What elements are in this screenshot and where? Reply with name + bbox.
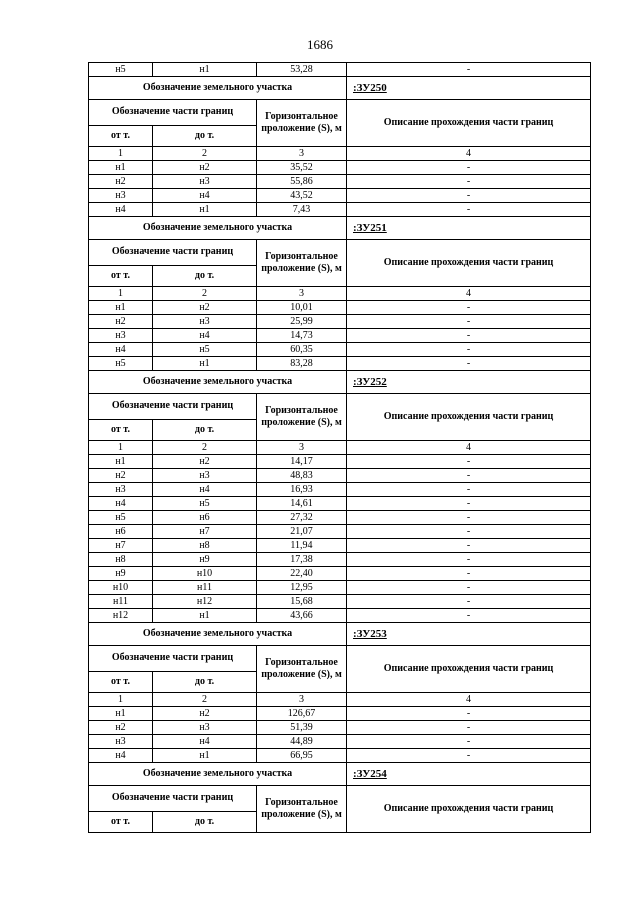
table-row xyxy=(89,161,591,175)
description-cell: - xyxy=(347,553,591,567)
table-row xyxy=(89,553,591,567)
to-point-cell: н4 xyxy=(153,735,257,749)
from-point-cell: н2 xyxy=(89,721,153,735)
table-row xyxy=(89,189,591,203)
description-header: Описание прохождения части границ xyxy=(347,786,591,833)
zone-value: :ЗУ253 xyxy=(347,623,591,646)
from-point-header: от т. xyxy=(89,811,153,832)
from-point-cell: н5 xyxy=(89,63,153,77)
horizontal-distance-header: Горизонтальное проложение (S), м xyxy=(257,240,347,287)
part-header: Обозначение части границ xyxy=(89,100,257,126)
to-point-cell: 2 xyxy=(153,147,257,161)
horizontal-distance-header: Горизонтальное проложение (S), м xyxy=(257,394,347,441)
zone-label: Обозначение земельного участка xyxy=(89,371,347,394)
column-number-row xyxy=(89,147,591,161)
distance-cell: 10,01 xyxy=(257,301,347,315)
distance-cell: 51,39 xyxy=(257,721,347,735)
from-point-cell: н2 xyxy=(89,469,153,483)
distance-cell: 60,35 xyxy=(257,343,347,357)
description-cell: - xyxy=(347,525,591,539)
description-cell: - xyxy=(347,455,591,469)
header-row xyxy=(89,394,591,420)
description-cell: - xyxy=(347,315,591,329)
description-cell: - xyxy=(347,511,591,525)
distance-cell: 11,94 xyxy=(257,539,347,553)
distance-cell: 21,07 xyxy=(257,525,347,539)
description-cell: - xyxy=(347,707,591,721)
column-number-row xyxy=(89,287,591,301)
to-point-cell: н2 xyxy=(153,455,257,469)
to-point-header: до т. xyxy=(153,265,257,286)
distance-cell: 43,66 xyxy=(257,609,347,623)
from-point-cell: 1 xyxy=(89,147,153,161)
from-point-header: от т. xyxy=(89,671,153,692)
description-cell: - xyxy=(347,721,591,735)
description-cell: - xyxy=(347,189,591,203)
part-header: Обозначение части границ xyxy=(89,646,257,672)
distance-cell: 14,61 xyxy=(257,497,347,511)
description-cell: 4 xyxy=(347,693,591,707)
from-point-cell: н3 xyxy=(89,329,153,343)
to-point-cell: 2 xyxy=(153,287,257,301)
distance-cell: 22,40 xyxy=(257,567,347,581)
to-point-cell: н1 xyxy=(153,749,257,763)
description-cell: 4 xyxy=(347,287,591,301)
distance-cell: 16,93 xyxy=(257,483,347,497)
to-point-cell: н1 xyxy=(153,203,257,217)
from-point-cell: н4 xyxy=(89,343,153,357)
to-point-cell: 2 xyxy=(153,693,257,707)
description-cell: - xyxy=(347,357,591,371)
description-cell: - xyxy=(347,539,591,553)
zone-row xyxy=(89,763,591,786)
zone-value: :ЗУ250 xyxy=(347,77,591,100)
distance-cell: 3 xyxy=(257,693,347,707)
from-point-cell: н3 xyxy=(89,483,153,497)
description-cell: - xyxy=(347,595,591,609)
distance-cell: 53,28 xyxy=(257,63,347,77)
description-cell: - xyxy=(347,483,591,497)
from-point-cell: н5 xyxy=(89,511,153,525)
to-point-cell: н4 xyxy=(153,189,257,203)
table-row xyxy=(89,721,591,735)
header-row xyxy=(89,240,591,266)
table-row xyxy=(89,315,591,329)
from-point-cell: 1 xyxy=(89,441,153,455)
description-cell: - xyxy=(347,343,591,357)
distance-cell: 3 xyxy=(257,147,347,161)
to-point-cell: н12 xyxy=(153,595,257,609)
to-point-cell: н6 xyxy=(153,511,257,525)
from-point-cell: 1 xyxy=(89,287,153,301)
to-point-header: до т. xyxy=(153,419,257,440)
horizontal-distance-header: Горизонтальное проложение (S), м xyxy=(257,646,347,693)
column-number-row xyxy=(89,441,591,455)
description-cell: 4 xyxy=(347,147,591,161)
table-row xyxy=(89,203,591,217)
zone-label: Обозначение земельного участка xyxy=(89,77,347,100)
distance-cell: 83,28 xyxy=(257,357,347,371)
description-cell: - xyxy=(347,161,591,175)
from-point-cell: н4 xyxy=(89,497,153,511)
boundary-table xyxy=(88,62,591,833)
zone-label: Обозначение земельного участка xyxy=(89,623,347,646)
distance-cell: 14,17 xyxy=(257,455,347,469)
to-point-cell: н5 xyxy=(153,343,257,357)
from-point-header: от т. xyxy=(89,265,153,286)
zone-value: :ЗУ252 xyxy=(347,371,591,394)
part-header: Обозначение части границ xyxy=(89,394,257,420)
to-point-header: до т. xyxy=(153,671,257,692)
to-point-cell: н8 xyxy=(153,539,257,553)
distance-cell: 17,38 xyxy=(257,553,347,567)
table-row xyxy=(89,707,591,721)
description-header: Описание прохождения части границ xyxy=(347,394,591,441)
from-point-cell: н1 xyxy=(89,707,153,721)
description-cell: - xyxy=(347,329,591,343)
from-point-cell: н3 xyxy=(89,735,153,749)
to-point-cell: н4 xyxy=(153,483,257,497)
from-point-cell: н12 xyxy=(89,609,153,623)
zone-row xyxy=(89,371,591,394)
distance-cell: 44,89 xyxy=(257,735,347,749)
distance-cell: 126,67 xyxy=(257,707,347,721)
boundary-table-sheet xyxy=(88,62,590,833)
from-point-cell: н1 xyxy=(89,301,153,315)
zone-value: :ЗУ251 xyxy=(347,217,591,240)
to-point-cell: н3 xyxy=(153,721,257,735)
table-row xyxy=(89,301,591,315)
distance-cell: 35,52 xyxy=(257,161,347,175)
description-cell: - xyxy=(347,609,591,623)
from-point-cell: н4 xyxy=(89,749,153,763)
table-row xyxy=(89,525,591,539)
part-header: Обозначение части границ xyxy=(89,240,257,266)
table-row xyxy=(89,455,591,469)
header-row xyxy=(89,100,591,126)
from-point-cell: н2 xyxy=(89,175,153,189)
from-point-cell: н7 xyxy=(89,539,153,553)
to-point-cell: н4 xyxy=(153,329,257,343)
distance-cell: 12,95 xyxy=(257,581,347,595)
description-cell: 4 xyxy=(347,441,591,455)
description-cell: - xyxy=(347,749,591,763)
distance-cell: 25,99 xyxy=(257,315,347,329)
distance-cell: 14,73 xyxy=(257,329,347,343)
zone-row xyxy=(89,217,591,240)
distance-cell: 55,86 xyxy=(257,175,347,189)
table-row xyxy=(89,329,591,343)
from-point-cell: н11 xyxy=(89,595,153,609)
table-row xyxy=(89,357,591,371)
to-point-cell: н7 xyxy=(153,525,257,539)
zone-row xyxy=(89,623,591,646)
table-row xyxy=(89,595,591,609)
description-cell: - xyxy=(347,469,591,483)
table-row xyxy=(89,567,591,581)
distance-cell: 66,95 xyxy=(257,749,347,763)
to-point-header: до т. xyxy=(153,811,257,832)
part-header: Обозначение части границ xyxy=(89,786,257,812)
to-point-cell: н1 xyxy=(153,609,257,623)
to-point-cell: н3 xyxy=(153,315,257,329)
zone-row xyxy=(89,77,591,100)
description-cell: - xyxy=(347,63,591,77)
to-point-cell: н5 xyxy=(153,497,257,511)
distance-cell: 43,52 xyxy=(257,189,347,203)
description-header: Описание прохождения части границ xyxy=(347,100,591,147)
from-point-cell: н1 xyxy=(89,161,153,175)
description-header: Описание прохождения части границ xyxy=(347,240,591,287)
to-point-header: до т. xyxy=(153,125,257,146)
horizontal-distance-header: Горизонтальное проложение (S), м xyxy=(257,100,347,147)
to-point-cell: н11 xyxy=(153,581,257,595)
table-row xyxy=(89,175,591,189)
from-point-cell: н9 xyxy=(89,567,153,581)
to-point-cell: н1 xyxy=(153,63,257,77)
description-cell: - xyxy=(347,497,591,511)
from-point-cell: н6 xyxy=(89,525,153,539)
from-point-cell: н1 xyxy=(89,455,153,469)
distance-cell: 7,43 xyxy=(257,203,347,217)
description-cell: - xyxy=(347,567,591,581)
from-point-cell: 1 xyxy=(89,693,153,707)
table-row xyxy=(89,735,591,749)
to-point-cell: н10 xyxy=(153,567,257,581)
table-row xyxy=(89,581,591,595)
to-point-cell: н2 xyxy=(153,707,257,721)
distance-cell: 27,32 xyxy=(257,511,347,525)
distance-cell: 15,68 xyxy=(257,595,347,609)
table-row xyxy=(89,749,591,763)
from-point-cell: н8 xyxy=(89,553,153,567)
description-header: Описание прохождения части границ xyxy=(347,646,591,693)
table-row xyxy=(89,343,591,357)
from-point-cell: н3 xyxy=(89,189,153,203)
zone-value: :ЗУ254 xyxy=(347,763,591,786)
from-point-cell: н10 xyxy=(89,581,153,595)
description-cell: - xyxy=(347,581,591,595)
to-point-cell: н2 xyxy=(153,301,257,315)
to-point-cell: 2 xyxy=(153,441,257,455)
description-cell: - xyxy=(347,203,591,217)
to-point-cell: н3 xyxy=(153,175,257,189)
table-row xyxy=(89,609,591,623)
from-point-cell: н4 xyxy=(89,203,153,217)
description-cell: - xyxy=(347,175,591,189)
description-cell: - xyxy=(347,301,591,315)
table-row xyxy=(89,483,591,497)
to-point-cell: н3 xyxy=(153,469,257,483)
from-point-header: от т. xyxy=(89,419,153,440)
to-point-cell: н9 xyxy=(153,553,257,567)
horizontal-distance-header: Горизонтальное проложение (S), м xyxy=(257,786,347,833)
description-cell: - xyxy=(347,735,591,749)
from-point-cell: н2 xyxy=(89,315,153,329)
distance-cell: 3 xyxy=(257,287,347,301)
table-row xyxy=(89,469,591,483)
table-row xyxy=(89,497,591,511)
page-number: 1686 xyxy=(307,37,333,52)
header-row xyxy=(89,646,591,672)
from-point-cell: н5 xyxy=(89,357,153,371)
distance-cell: 48,83 xyxy=(257,469,347,483)
to-point-cell: н2 xyxy=(153,161,257,175)
zone-label: Обозначение земельного участка xyxy=(89,217,347,240)
from-point-header: от т. xyxy=(89,125,153,146)
zone-label: Обозначение земельного участка xyxy=(89,763,347,786)
table-row xyxy=(89,539,591,553)
distance-cell: 3 xyxy=(257,441,347,455)
table-row xyxy=(89,63,591,77)
column-number-row xyxy=(89,693,591,707)
header-row xyxy=(89,786,591,812)
table-row xyxy=(89,511,591,525)
to-point-cell: н1 xyxy=(153,357,257,371)
